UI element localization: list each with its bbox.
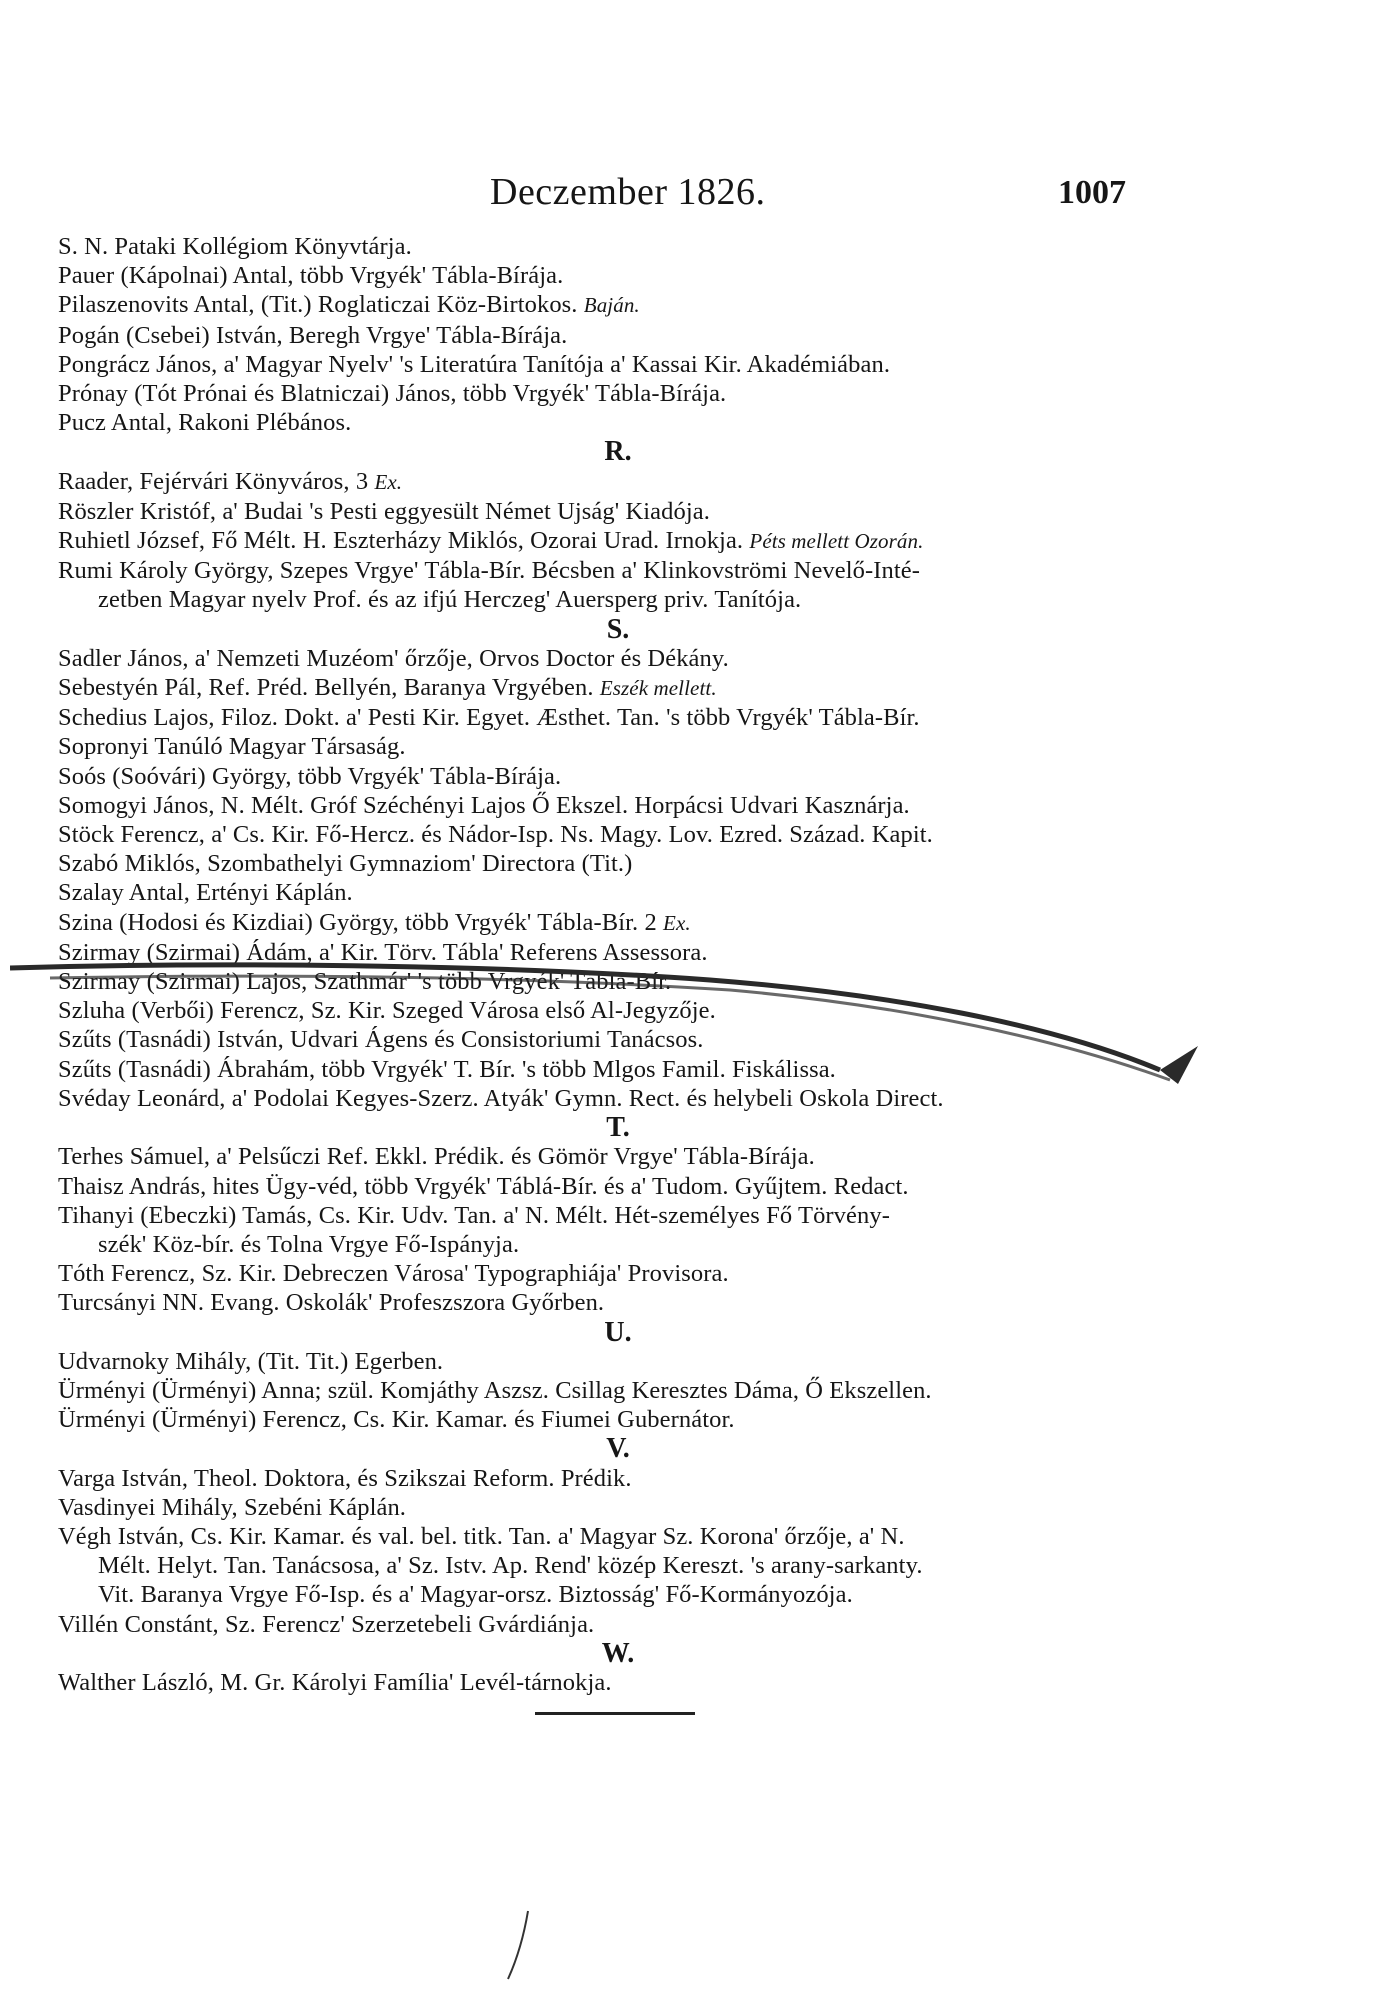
entry-text: Pucz Antal, Rakoni Plébános. bbox=[58, 409, 352, 437]
entry-text: Mélt. Helyt. Tan. Tanácsosa, a' Sz. Istv. Ap. Rend' közép Kereszt. 's arany-sarkanty. bbox=[98, 1552, 923, 1580]
entry-text: szék' Köz-bír. és Tolna Vrgye Fő-Ispányja. bbox=[98, 1230, 520, 1258]
entry-text: Ürményi (Ürményi) Ferencz, Cs. Kir. Kamar. és Fiumei Gubernátor. bbox=[58, 1406, 735, 1434]
entry-text: Szalay Antal, Ertényi Káplán. bbox=[58, 879, 353, 907]
entry-text: Villén Constánt, Sz. Ferencz' Szerzetebeli Gvárdiánja. bbox=[58, 1610, 595, 1638]
entry-text: Pongrácz János, a' Magyar Nyelv' 's Literatúra Tanítója a' Kassai Kir. Akadémiában. bbox=[58, 350, 891, 378]
list-entry bbox=[58, 408, 1178, 437]
list-entry bbox=[58, 703, 1178, 732]
entry-place: Ex. bbox=[663, 910, 691, 935]
entry-text: Ürményi (Ürményi) Anna; szül. Komjáthy Aszsz. Csillag Keresztes Dáma, Ő Ekszellen. bbox=[58, 1376, 932, 1404]
section-letter: R. bbox=[604, 436, 632, 468]
section-letter: S. bbox=[606, 613, 630, 645]
entry-text: Szűts (Tasnádi) István, Udvari Ágens és Consistoriumi Tanácsos. bbox=[58, 1026, 704, 1054]
list-entry bbox=[58, 1084, 1178, 1113]
list-entry bbox=[58, 526, 1178, 556]
list-entry bbox=[58, 556, 1178, 585]
entry-text: Raader, Fejérvári Könyváros, 3 bbox=[58, 467, 369, 495]
entry-text: Vit. Baranya Vrgye Fő-Isp. és a' Magyar-orsz. Biztosság' Fő-Kormányozója. bbox=[98, 1581, 853, 1609]
list-entry bbox=[58, 1025, 1178, 1054]
list-entry bbox=[58, 321, 1178, 350]
list-entry bbox=[58, 996, 1178, 1025]
list-entry-continuation bbox=[58, 1230, 1178, 1259]
entry-text: Svéday Leonárd, a' Podolai Kegyes-Szerz. Atyák' Gymn. Rect. és helybeli Oskola Direct. bbox=[58, 1084, 944, 1112]
list-entry bbox=[58, 1055, 1178, 1084]
section-letter: W. bbox=[601, 1637, 635, 1669]
entry-text: Szűts (Tasnádi) Ábrahám, több Vrgyék' T. Bír. 's több Mlgos Famil. Fiskálissa. bbox=[58, 1055, 836, 1083]
entry-text: Tóth Ferencz, Sz. Kir. Debreczen Városa' Typographiája' Provisora. bbox=[58, 1260, 729, 1288]
list-entry bbox=[58, 732, 1178, 761]
entry-text: Sadler János, a' Nemzeti Muzéom' őrzője, Orvos Doctor és Dékány. bbox=[58, 644, 729, 672]
entry-text: Végh István, Cs. Kir. Kamar. és val. bel. titk. Tan. a' Magyar Sz. Korona' őrzője, a' N. bbox=[58, 1522, 905, 1550]
entry-text: Thaisz András, hites Ügy-véd, több Vrgyék' Táblá-Bír. és a' Tudom. Gyűjtem. Redact. bbox=[58, 1172, 909, 1200]
list-entry bbox=[58, 967, 1178, 996]
list-entry bbox=[58, 1464, 1178, 1493]
entry-text: Sopronyi Tanúló Magyar Társaság. bbox=[58, 733, 406, 761]
entry-text: Soós (Soóvári) György, több Vrgyék' Tábla-Bírája. bbox=[58, 762, 562, 790]
list-entry bbox=[58, 232, 1178, 261]
list-entry bbox=[58, 938, 1178, 967]
list-entry bbox=[58, 644, 1178, 673]
list-entry bbox=[58, 1201, 1178, 1230]
entry-text: Varga István, Theol. Doktora, és Szikszai Reform. Prédik. bbox=[58, 1464, 632, 1492]
entry-text: Vasdinyei Mihály, Szebéni Káplán. bbox=[58, 1493, 407, 1521]
list-entry bbox=[58, 1142, 1178, 1171]
entry-place: Baján. bbox=[583, 293, 640, 318]
list-entry bbox=[58, 1288, 1178, 1317]
entry-text: Stöck Ferencz, a' Cs. Kir. Fő-Hercz. és Nádor-Isp. Ns. Magy. Lov. Ezred. Század. Kapit. bbox=[58, 821, 933, 849]
list-entry bbox=[58, 1259, 1178, 1288]
list-entry bbox=[58, 1376, 1178, 1405]
section-letter: U. bbox=[604, 1316, 632, 1348]
list-entry bbox=[58, 1668, 1178, 1697]
list-entry bbox=[58, 1347, 1178, 1376]
list-entry bbox=[58, 762, 1178, 791]
entry-text: Szirmay (Szirmai) Ádám, a' Kir. Törv. Tábla' Referens Assessora. bbox=[58, 938, 708, 966]
list-entry bbox=[58, 467, 1178, 497]
entry-text: Prónay (Tót Prónai és Blatniczai) János, több Vrgyék' Tábla-Bírája. bbox=[58, 380, 727, 408]
entry-text: Szabó Miklós, Szombathelyi Gymnaziom' Directora (Tit.) bbox=[58, 850, 633, 878]
list-entry-continuation bbox=[58, 1580, 1178, 1609]
page-number: 1007 bbox=[1058, 174, 1126, 211]
list-entry bbox=[58, 820, 1178, 849]
entry-place: Péts mellett Ozorán. bbox=[749, 529, 924, 554]
entry-text: Walther László, M. Gr. Károlyi Família' Levél-tárnokja. bbox=[58, 1668, 612, 1696]
list-entry bbox=[58, 878, 1178, 907]
entry-text: Pogán (Csebei) István, Beregh Vrgye' Tábla-Bírája. bbox=[58, 321, 568, 349]
entry-text: Pilaszenovits Antal, (Tit.) Roglaticzai Köz-Birtokos. bbox=[58, 291, 578, 319]
entry-text: Sebestyén Pál, Ref. Préd. Bellyén, Baranya Vrgyében. bbox=[58, 674, 594, 702]
list-entry bbox=[58, 497, 1178, 526]
section-letter: V. bbox=[606, 1433, 630, 1465]
list-entry bbox=[58, 1522, 1178, 1551]
entry-place: Eszék mellett. bbox=[599, 676, 717, 701]
list-entry bbox=[58, 908, 1178, 938]
entry-text: Szina (Hodosi és Kizdiai) György, több Vrgyék' Tábla-Bír. 2 bbox=[58, 908, 657, 936]
list-entry-continuation bbox=[58, 585, 1178, 614]
closing-rule bbox=[535, 1712, 695, 1715]
entry-text: Szluha (Verbői) Ferencz, Sz. Kir. Szeged Városa első Al-Jegyzője. bbox=[58, 997, 716, 1025]
entry-text: Pauer (Kápolnai) Antal, több Vrgyék' Tábla-Bírája. bbox=[58, 262, 564, 290]
entry-text: Tihanyi (Ebeczki) Tamás, Cs. Kir. Udv. Tan. a' N. Mélt. Hét-személyes Fő Törvény- bbox=[58, 1201, 890, 1229]
list-entry bbox=[58, 261, 1178, 290]
entry-place: Ex. bbox=[374, 469, 403, 494]
entry-text: S. N. Pataki Kollégiom Könyvtárja. bbox=[58, 233, 412, 260]
entry-text: Turcsányi NN. Evang. Oskolák' Profeszszora Győrben. bbox=[58, 1289, 605, 1317]
list-entry bbox=[58, 673, 1178, 703]
pencil-mark bbox=[500, 1905, 540, 1985]
entry-text: Szirmay (Szirmai) Lajos, Szathmár' 's több Vrgyék' Tábla-Bír. bbox=[58, 968, 672, 996]
subscriber-list bbox=[58, 232, 1178, 1697]
list-entry bbox=[58, 290, 1178, 320]
list-entry bbox=[58, 1610, 1178, 1639]
section-letter: T. bbox=[606, 1112, 630, 1144]
entry-text: Terhes Sámuel, a' Pelsűczi Ref. Ekkl. Prédik. és Gömör Vrgye' Tábla-Bírája. bbox=[58, 1143, 815, 1171]
list-entry bbox=[58, 1493, 1178, 1522]
list-entry bbox=[58, 1405, 1178, 1434]
entry-text: Ruhietl József, Fő Mélt. H. Eszterházy Miklós, Ozorai Urad. Irnokja. bbox=[58, 527, 744, 555]
entry-text: Udvarnoky Mihály, (Tit. Tit.) Egerben. bbox=[58, 1347, 444, 1375]
entry-text: Schedius Lajos, Filoz. Dokt. a' Pesti Kir. Egyet. Æsthet. Tan. 's több Vrgyék' Tábla-Bír. bbox=[58, 704, 920, 732]
entry-text: Somogyi János, N. Mélt. Gróf Széchényi Lajos Ő Ekszel. Horpácsi Udvari Kasznárja. bbox=[58, 791, 910, 819]
list-entry bbox=[58, 379, 1178, 408]
list-entry bbox=[58, 350, 1178, 379]
list-entry-continuation bbox=[58, 1551, 1178, 1580]
entry-text: zetben Magyar nyelv Prof. és az ifjú Herczeg' Auersperg priv. Tanítója. bbox=[98, 586, 802, 614]
entry-text: Rumi Károly György, Szepes Vrgye' Tábla-Bír. Bécsben a' Klinkovströmi Nevelő-Inté- bbox=[58, 557, 921, 585]
list-entry bbox=[58, 849, 1178, 878]
page-header bbox=[0, 170, 1380, 220]
list-entry bbox=[58, 1172, 1178, 1201]
entry-text: Röszler Kristóf, a' Budai 's Pesti eggyesült Német Ujság' Kiadója. bbox=[58, 497, 710, 525]
page-title: Deczember 1826. bbox=[490, 171, 766, 213]
list-entry bbox=[58, 791, 1178, 820]
